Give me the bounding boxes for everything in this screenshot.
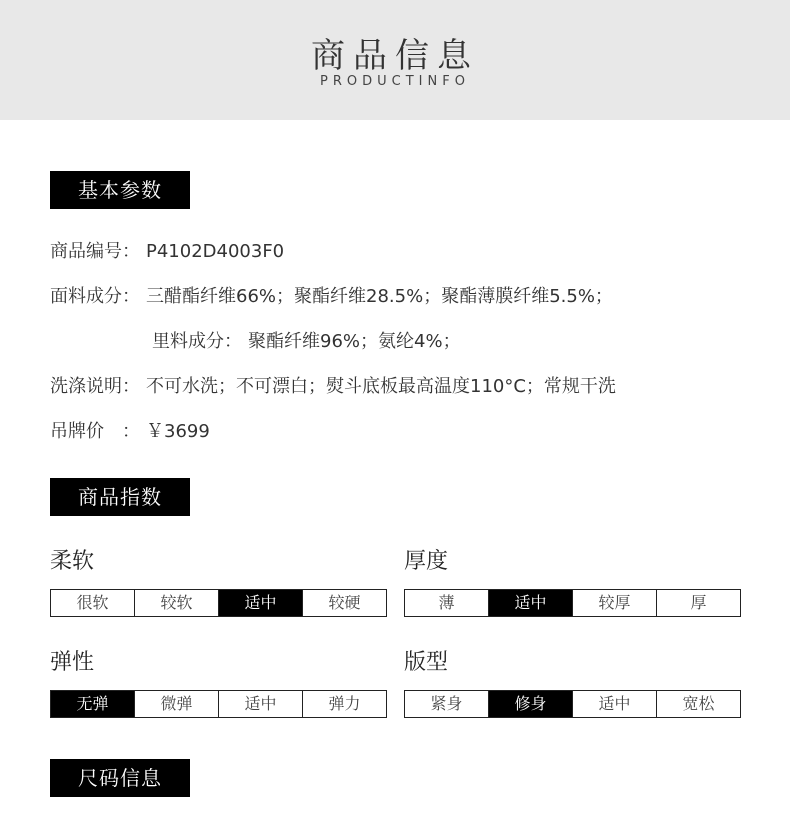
page-header — [0, 0, 790, 120]
param-fabric — [50, 282, 613, 308]
fit-scale — [404, 690, 741, 718]
param-value: 聚酯纤维96%；氨纶4%； — [248, 331, 461, 352]
param-product-code — [50, 237, 284, 263]
index-title-fit: 版型 — [404, 650, 449, 675]
fit-option: 修身 — [488, 691, 572, 717]
thickness-option: 薄 — [405, 590, 488, 616]
thickness-option: 较厚 — [572, 590, 656, 616]
section-tag-product-index: 商品指数 — [50, 478, 190, 516]
param-label: 吊牌价 ： — [50, 421, 140, 442]
param-label: 洗涤说明： — [50, 376, 140, 397]
elasticity-option: 弹力 — [302, 691, 386, 717]
thickness-scale — [404, 589, 741, 617]
param-value: P4102D4003F0 — [146, 241, 285, 262]
param-value: ￥3699 — [146, 421, 210, 442]
fit-option: 适中 — [572, 691, 656, 717]
param-washing — [50, 372, 616, 398]
elasticity-scale — [50, 690, 387, 718]
index-title-thickness: 厚度 — [404, 549, 449, 574]
fit-option: 宽松 — [656, 691, 740, 717]
param-label: 里料成分： — [152, 331, 242, 352]
param-lining — [152, 327, 461, 353]
param-value: 不可水洗；不可漂白；熨斗底板最高温度110°C；常规干洗 — [146, 376, 616, 397]
elasticity-option: 适中 — [218, 691, 302, 717]
fit-option: 紧身 — [405, 691, 488, 717]
section-tag-basic-params: 基本参数 — [50, 171, 190, 209]
softness-scale — [50, 589, 387, 617]
softness-option: 很软 — [51, 590, 134, 616]
softness-option: 较软 — [134, 590, 218, 616]
section-tag-size-info: 尺码信息 — [50, 759, 190, 797]
thickness-option: 厚 — [656, 590, 740, 616]
param-label: 商品编号： — [50, 241, 140, 262]
param-value: 三醋酯纤维66%；聚酯纤维28.5%；聚酯薄膜纤维5.5%； — [146, 286, 613, 307]
elasticity-option: 无弹 — [51, 691, 134, 717]
thickness-option: 适中 — [488, 590, 572, 616]
param-label: 面料成分： — [50, 286, 140, 307]
index-title-elasticity: 弹性 — [50, 650, 95, 675]
softness-option: 较硬 — [302, 590, 386, 616]
param-price — [50, 417, 210, 443]
index-title-softness: 柔软 — [50, 549, 95, 574]
softness-option: 适中 — [218, 590, 302, 616]
header-title: 商品信息 — [311, 36, 479, 76]
header-subtitle: PRODUCTINFO — [320, 74, 470, 89]
elasticity-option: 微弹 — [134, 691, 218, 717]
